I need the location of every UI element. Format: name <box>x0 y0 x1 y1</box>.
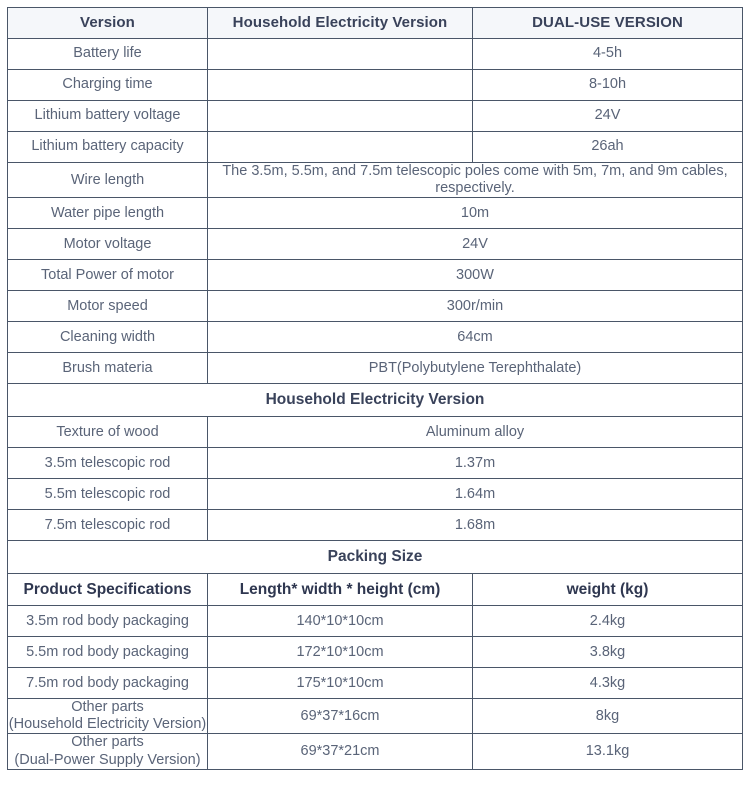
table-row <box>8 417 743 448</box>
row-value-merged: Aluminum alloy <box>208 417 743 448</box>
row-value-merged: 10m <box>208 198 743 229</box>
header-cell-dual: DUAL-USE VERSION <box>473 8 743 39</box>
row-label: Battery life <box>8 39 208 70</box>
row-value-note: The 3.5m, 5.5m, and 7.5m telescopic poles come with 5m, 7m, and 9m cables, respectively. <box>208 163 743 198</box>
row-label-line1: Other parts <box>71 734 144 751</box>
table-row <box>8 668 743 699</box>
row-label <box>8 699 208 734</box>
row-value-weight: 4.3kg <box>473 668 743 699</box>
row-label: 3.5m telescopic rod <box>8 448 208 479</box>
row-value-merged: 24V <box>208 229 743 260</box>
row-label: Lithium battery capacity <box>8 132 208 163</box>
row-label: 3.5m rod body packaging <box>8 606 208 637</box>
header-cell-weight: weight (kg) <box>473 574 743 606</box>
row-value-dual: 26ah <box>473 132 743 163</box>
row-label: Wire length <box>8 163 208 198</box>
product-specification-table <box>7 7 743 770</box>
row-label-line2: (Dual-Power Supply Version) <box>14 751 201 768</box>
row-value-household <box>208 101 473 132</box>
section-header-packing <box>8 541 743 574</box>
row-label <box>8 734 208 769</box>
row-label: Total Power of motor <box>8 260 208 291</box>
row-label-line2: (Household Electricity Version) <box>8 716 207 733</box>
row-label: Texture of wood <box>8 417 208 448</box>
table-row <box>8 353 743 384</box>
packing-header-row <box>8 574 743 606</box>
row-value-merged: 300r/min <box>208 291 743 322</box>
row-value-merged: PBT(Polybutylene Terephthalate) <box>208 353 743 384</box>
table-row <box>8 699 743 734</box>
row-value-dual: 24V <box>473 101 743 132</box>
table-row <box>8 322 743 353</box>
row-value-weight: 13.1kg <box>473 734 743 769</box>
row-label: 5.5m telescopic rod <box>8 479 208 510</box>
section-title: Packing Size <box>8 541 743 574</box>
table-header-row <box>8 8 743 39</box>
row-label: Lithium battery voltage <box>8 101 208 132</box>
header-cell-dimensions: Length* width * height (cm) <box>208 574 473 606</box>
row-value-household <box>208 39 473 70</box>
row-value-size: 175*10*10cm <box>208 668 473 699</box>
row-value-weight: 3.8kg <box>473 637 743 668</box>
row-value-merged: 300W <box>208 260 743 291</box>
row-value-household <box>208 132 473 163</box>
row-label: Water pipe length <box>8 198 208 229</box>
row-label: Brush materia <box>8 353 208 384</box>
table-row <box>8 637 743 668</box>
section-header-household <box>8 384 743 417</box>
row-label: 7.5m rod body packaging <box>8 668 208 699</box>
row-label: Charging time <box>8 70 208 101</box>
row-value-merged: 1.37m <box>208 448 743 479</box>
row-value-weight: 8kg <box>473 699 743 734</box>
row-value-size: 69*37*16cm <box>208 699 473 734</box>
table-row <box>8 229 743 260</box>
row-value-size: 140*10*10cm <box>208 606 473 637</box>
row-value-size: 69*37*21cm <box>208 734 473 769</box>
table-row <box>8 448 743 479</box>
table-row <box>8 260 743 291</box>
row-value-dual: 8-10h <box>473 70 743 101</box>
table-row <box>8 132 743 163</box>
table-row <box>8 101 743 132</box>
table-row <box>8 163 743 198</box>
row-value-merged: 1.68m <box>208 510 743 541</box>
specification-sheet <box>7 7 742 770</box>
row-label: Motor speed <box>8 291 208 322</box>
row-value-weight: 2.4kg <box>473 606 743 637</box>
table-row <box>8 291 743 322</box>
row-label: Motor voltage <box>8 229 208 260</box>
row-value-merged: 64cm <box>208 322 743 353</box>
table-row <box>8 198 743 229</box>
header-cell-product-specifications: Product Specifications <box>8 574 208 606</box>
row-value-dual: 4-5h <box>473 39 743 70</box>
row-label: Cleaning width <box>8 322 208 353</box>
row-value-household <box>208 70 473 101</box>
header-cell-version: Version <box>8 8 208 39</box>
table-row <box>8 510 743 541</box>
row-label: 5.5m rod body packaging <box>8 637 208 668</box>
row-value-merged: 1.64m <box>208 479 743 510</box>
table-row <box>8 734 743 769</box>
row-label: 7.5m telescopic rod <box>8 510 208 541</box>
table-row <box>8 479 743 510</box>
header-cell-household: Household Electricity Version <box>208 8 473 39</box>
row-label-line1: Other parts <box>71 699 144 716</box>
row-value-size: 172*10*10cm <box>208 637 473 668</box>
section-title: Household Electricity Version <box>8 384 743 417</box>
table-row <box>8 606 743 637</box>
table-row <box>8 70 743 101</box>
table-row <box>8 39 743 70</box>
